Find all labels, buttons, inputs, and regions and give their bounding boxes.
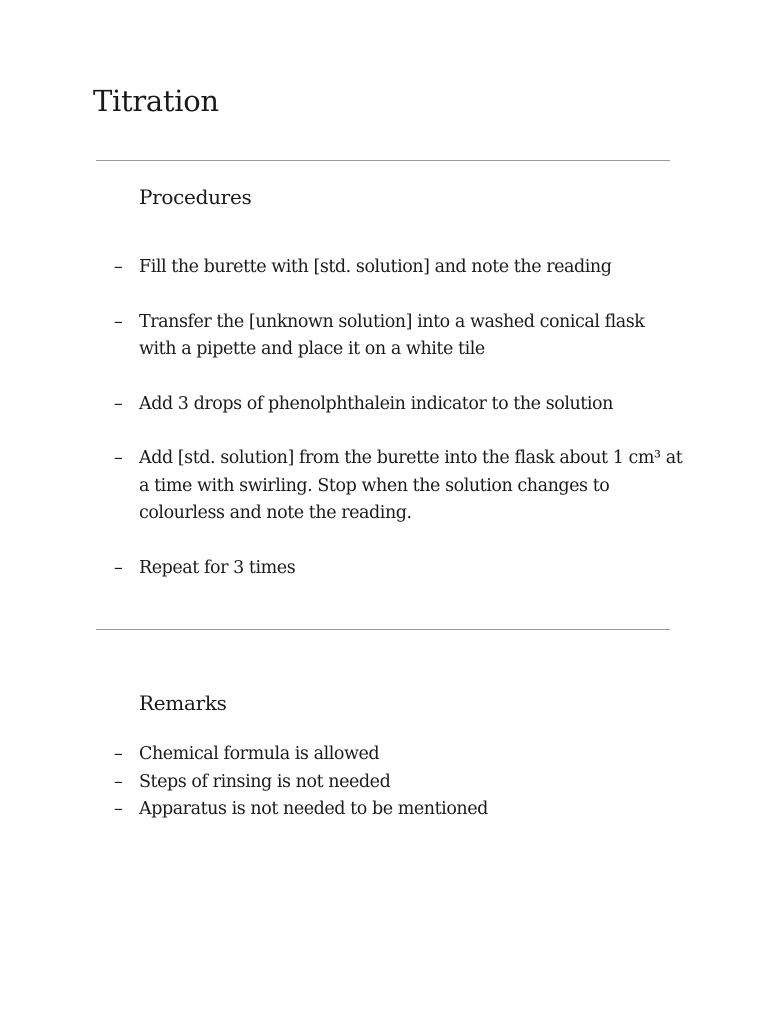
dash-bullet: – [114,448,123,468]
dash-bullet: – [114,393,123,414]
list-item [114,254,684,282]
dash-bullet: – [114,257,123,277]
dash-bullet: – [114,744,123,764]
procedure-list [114,254,684,609]
procedure-step-text: Add [std. solution] from the burette into the flask about 1 cm³ at a time with swirling. Stop when the solution changes to colourless and note the reading. [139,448,683,523]
list-item [114,741,684,769]
divider-top [96,160,670,161]
dash-bullet: – [114,799,123,819]
dash-bullet: – [114,557,123,578]
list-item [114,309,684,364]
remark-text: Apparatus is not needed to be mentioned [139,799,488,819]
list-item [114,391,684,419]
list-item [114,445,684,528]
list-item [114,796,684,824]
page-title: Titration [93,84,219,118]
remarks-heading: Remarks [139,691,227,715]
divider-bottom [96,629,670,630]
procedure-step-text: Transfer the [unknown solution] into a washed conical flask with a pipette and place it on a white tile [139,311,645,359]
remark-text: Steps of rinsing is not needed [139,771,391,792]
procedure-step-text: Add 3 drops of phenolphthalein indicator to the solution [139,393,613,414]
remarks-list [114,741,684,824]
procedures-heading: Procedures [139,185,252,209]
dash-bullet: – [114,771,123,792]
procedure-step-text: Fill the burette with [std. solution] and note the reading [139,257,612,277]
remark-text: Chemical formula is allowed [139,744,380,764]
procedure-step-text: Repeat for 3 times [139,557,296,578]
dash-bullet: – [114,311,123,332]
list-item [114,555,684,583]
list-item [114,769,684,797]
